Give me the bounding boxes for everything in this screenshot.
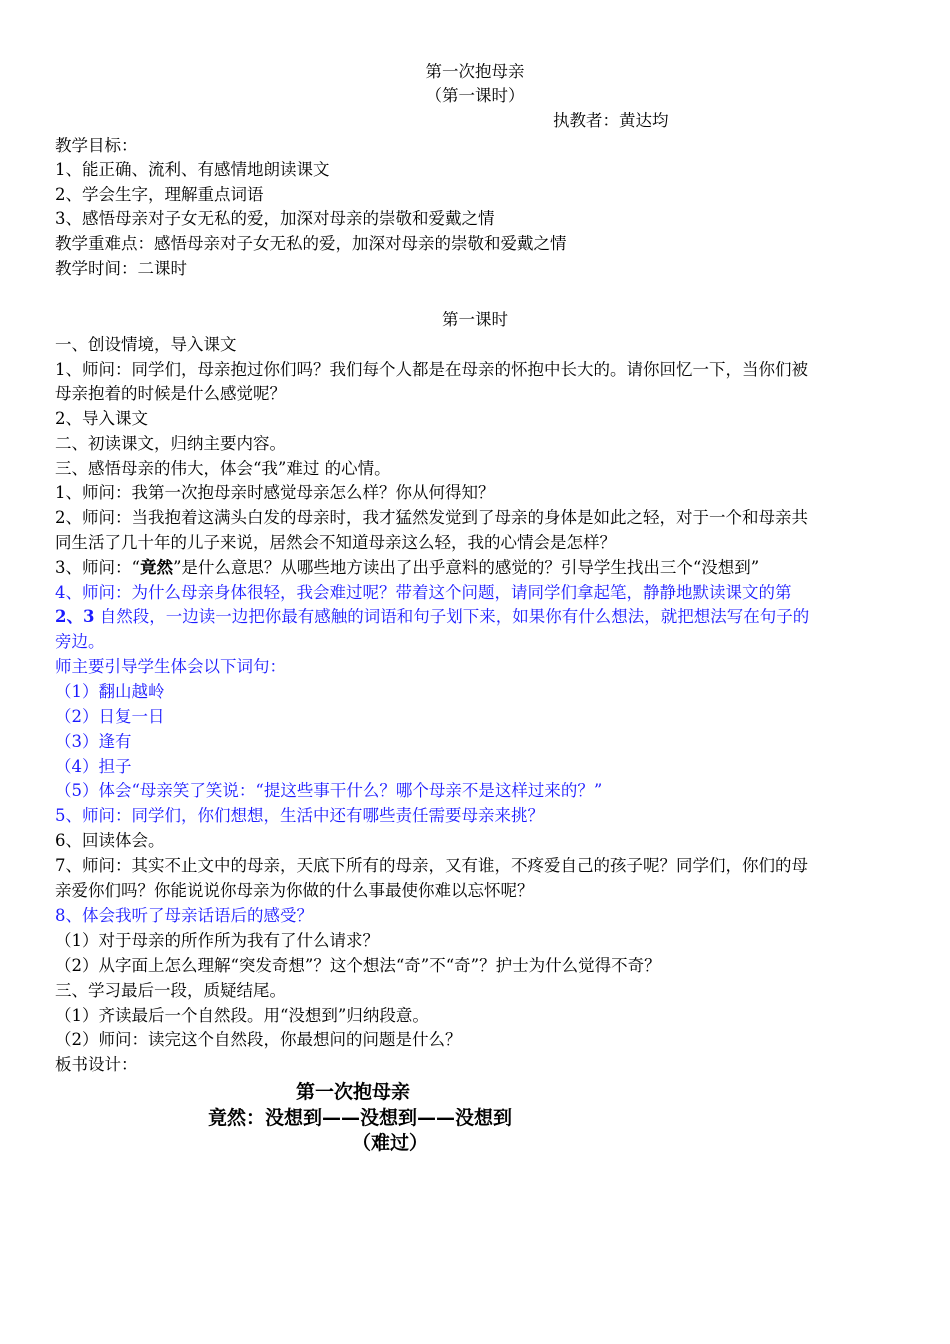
board-line: 竟然：没想到——没想到——没想到 [208, 1107, 513, 1129]
lesson-line-blue [55, 604, 900, 629]
lesson-line: 母亲抱着的时候是什么感觉呢？ [55, 384, 286, 403]
objective-item: 1、能正确、流利、有感情地朗读课文 [55, 160, 330, 179]
lesson-line: 二、初读课文，归纳主要内容。 [55, 434, 286, 453]
teacher-name: 执教者：黄达均 [553, 111, 669, 130]
document-title: 第一次抱母亲 [425, 62, 525, 81]
lesson-line-blue: 师主要引导学生体会以下词句： [55, 657, 286, 676]
board-line: （难过） [352, 1132, 429, 1154]
paragraph-numbers: 2、3 [55, 607, 95, 626]
q3-prefix: 3、师问：“ [55, 558, 140, 577]
lesson-line-blue: （3）逢有 [55, 732, 132, 751]
lesson-line: （2）师问：读完这个自然段，你最想问的问题是什么？ [55, 1030, 462, 1049]
lesson-line: 同生活了几十年的儿子来说，居然会不知道母亲这么轻，我的心情会是怎样？ [55, 533, 616, 552]
lesson-line-blue: （2）日复一日 [55, 707, 165, 726]
lesson-line-q3 [55, 555, 900, 580]
lesson-line: 一、创设情境，导入课文 [55, 335, 237, 354]
lesson-line-blue: 旁边。 [55, 632, 105, 651]
lesson-line-blue: （1）翻山越岭 [55, 682, 165, 701]
lesson-line-blue: 8、体会我听了母亲话语后的感受？ [55, 906, 313, 925]
objective-item: 3、感悟母亲对子女无私的爱，加深对母亲的崇敬和爱戴之情 [55, 209, 495, 228]
lesson-line-blue: （4）担子 [55, 757, 132, 776]
lesson-line: 1、师问：我第一次抱母亲时感觉母亲怎么样？你从何得知？ [55, 483, 495, 502]
objective-item: 2、学会生字，理解重点词语 [55, 185, 264, 204]
difficulty-text: 教学重难点：感悟母亲对子女无私的爱，加深对母亲的崇敬和爱戴之情 [55, 234, 567, 253]
q3-suffix: ”是什么意思？从哪些地方读出了出乎意料的感觉的？引导学生找出三个“没想到” [172, 558, 760, 577]
lesson-line-blue: （5）体会“母亲笑了笑说：“提这些事干什么？哪个母亲不是这样过来的？” [55, 781, 603, 800]
lesson-line: 三、学习最后一段，质疑结尾。 [55, 981, 286, 1000]
lesson-line: 1、师问：同学们，母亲抱过你们吗？我们每个人都是在母亲的怀抱中长大的。请你回忆一下，当你们被 [55, 360, 808, 379]
lesson-line: 6、回读体会。 [55, 831, 165, 850]
lesson-line: 2、导入课文 [55, 409, 148, 428]
document-subtitle: （第一课时） [425, 86, 525, 105]
objectives-heading: 教学目标： [55, 136, 138, 155]
lesson-line: （2）从字面上怎么理解“突发奇想”？这个想法“奇”不“奇”？护士为什么觉得不奇？ [55, 956, 661, 975]
lesson-line-blue: 4、师问：为什么母亲身体很轻，我会难过呢？带着这个问题，请同学们拿起笔，静静地默读课文的第 [55, 583, 792, 602]
board-title: 第一次抱母亲 [296, 1081, 411, 1103]
lesson-line: 三、感悟母亲的伟大，体会“我”难过 的心情。 [55, 459, 391, 478]
lesson-line: （1）对于母亲的所作所为我有了什么请求？ [55, 931, 379, 950]
lesson-line: （1）齐读最后一个自然段。用“没想到”归纳段意。 [55, 1006, 429, 1025]
lesson-heading: 第一课时 [442, 310, 508, 329]
lesson-line: 7、师问：其实不止文中的母亲，天底下所有的母亲，又有谁，不疼爱自己的孩子呢？同学们，你们的母 [55, 856, 808, 875]
lesson-line: 2、师问：当我抱着这满头白发的母亲时，我才猛然发觉到了母亲的身体是如此之轻，对于一个和母亲共 [55, 508, 808, 527]
lesson-line: 亲爱你们吗？你能说说你母亲为你做的什么事最使你难以忘怀呢？ [55, 881, 534, 900]
time-text: 教学时间：二课时 [55, 259, 187, 278]
q3-bold-word: 竟然 [139, 558, 173, 577]
board-design-label: 板书设计： [55, 1055, 138, 1074]
lesson-line-blue: 5、师问：同学们，你们想想，生活中还有哪些责任需要母亲来挑？ [55, 806, 544, 825]
lesson-line-blue-text: 自然段，一边读一边把你最有感触的词语和句子划下来，如果你有什么想法，就把想法写在句子的 [94, 607, 810, 626]
